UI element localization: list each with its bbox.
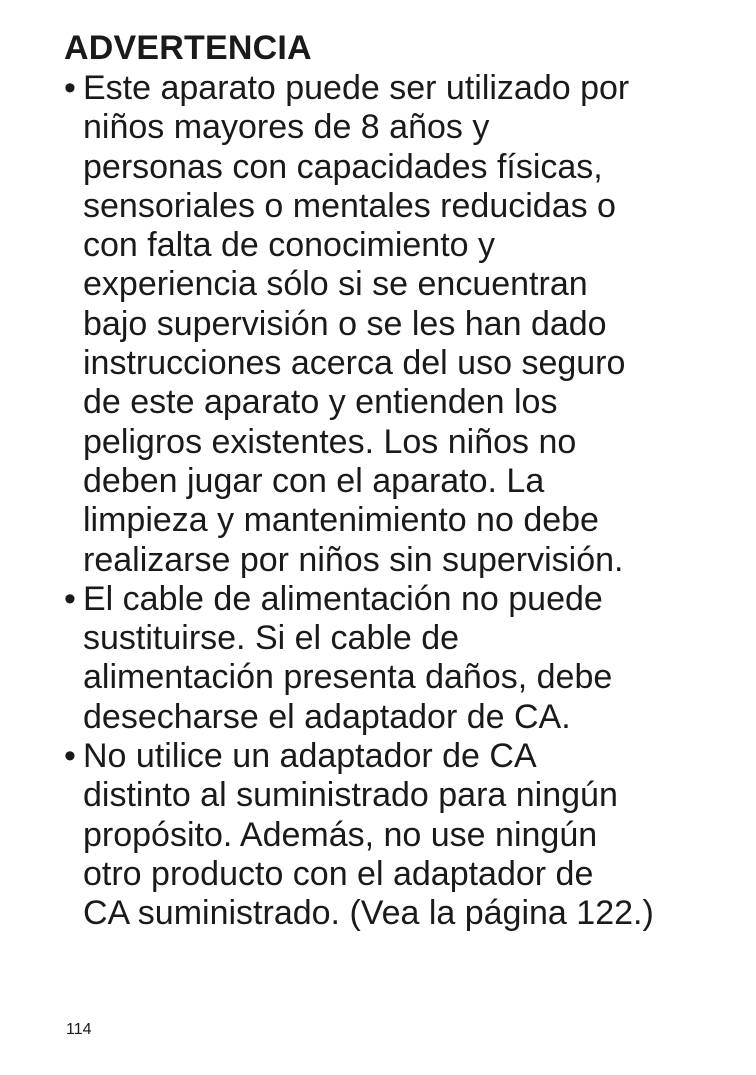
bullet-icon: • bbox=[64, 737, 76, 776]
text-line: El cable de alimentación no puede bbox=[83, 579, 603, 618]
text-line: peligros existentes. Los niños no bbox=[83, 422, 577, 461]
text-line: Este aparato puede ser utilizado por bbox=[83, 69, 630, 107]
warning-item-3 bbox=[64, 737, 724, 933]
warning-item-1 bbox=[64, 69, 724, 580]
warning-text bbox=[83, 69, 724, 580]
text-line: bajo supervisión o se les han dado bbox=[83, 304, 607, 343]
warning-heading: ADVERTENCIA bbox=[64, 29, 312, 67]
text-line: sensoriales o mentales reducidas o bbox=[83, 186, 616, 225]
text-line: alimentación presenta daños, debe bbox=[83, 658, 613, 697]
text-line: propósito. Además, no use ningún bbox=[83, 815, 598, 854]
text-line: No utilice un adaptador de CA bbox=[83, 737, 537, 776]
text-line: distinto al suministrado para ningún bbox=[83, 776, 618, 815]
text-line: instrucciones acerca del uso seguro bbox=[83, 344, 626, 383]
text-line: CA suministrado. (Vea la página 122.) bbox=[83, 894, 654, 933]
text-line: deben jugar con el aparato. La bbox=[83, 461, 545, 500]
text-line: de este aparato y entienden los bbox=[83, 383, 558, 422]
text-line: sustituirse. Si el cable de bbox=[83, 619, 460, 658]
text-line: desecharse el adaptador de CA. bbox=[83, 697, 571, 736]
text-line: niños mayores de 8 años y bbox=[83, 108, 490, 147]
bullet-icon: • bbox=[64, 69, 76, 107]
warning-text bbox=[83, 580, 724, 737]
warning-list bbox=[64, 69, 724, 934]
bullet-icon: • bbox=[64, 579, 76, 618]
page-number: 114 bbox=[66, 1021, 92, 1038]
text-line: limpieza y mantenimiento no debe bbox=[83, 501, 599, 540]
text-line: realizarse por niños sin supervisión. bbox=[83, 540, 624, 579]
text-line: personas con capacidades físicas, bbox=[83, 147, 603, 186]
warning-text bbox=[83, 737, 724, 933]
text-line: con falta de conocimiento y bbox=[83, 226, 496, 265]
warning-item-2 bbox=[64, 580, 724, 737]
text-line: otro producto con el adaptador de bbox=[83, 854, 594, 893]
text-line: experiencia sólo si se encuentran bbox=[83, 265, 588, 304]
